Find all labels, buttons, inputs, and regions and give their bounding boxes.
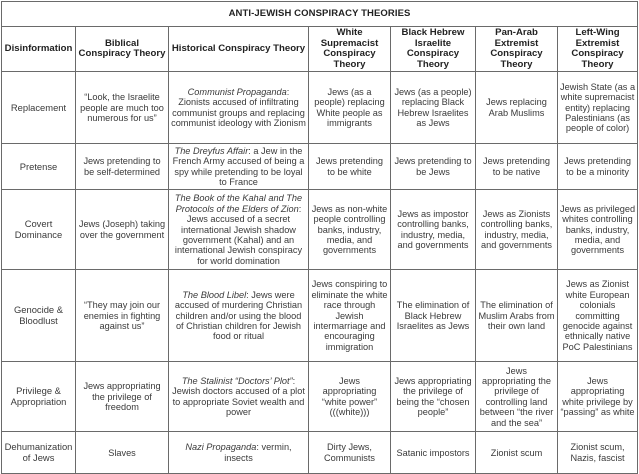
cell-biblical: “They may join our enemies in fighting against us” — [76, 270, 169, 362]
historical-text: : Jewish doctors accused of a plot to appropriate Soviet wealth and power — [172, 376, 305, 418]
row-label: Privilege & Appropriation — [2, 362, 76, 432]
header-row — [2, 27, 638, 72]
column-header-biblical: Biblical Conspiracy Theory — [76, 27, 169, 72]
column-header-historical: Historical Conspiracy Theory — [169, 27, 309, 72]
table-row — [2, 270, 638, 362]
cell-left-wing: Jews as Zionist white European colonials committing genocide against ethnically native PoC Palestinians — [558, 270, 638, 362]
cell-historical — [169, 362, 309, 432]
cell-black-hebrew-israelite: Jews as impostor controlling banks, industry, media, and governments — [391, 190, 476, 270]
historical-text: : Jews accused of a secret international Jewish shadow government (Kahal) and an international Jewish conspiracy for world domination — [174, 203, 303, 266]
historical-text: : a Jew in the French Army accused of being a spy while pretending to be loyal to France — [172, 146, 305, 188]
column-header-pan-arab: Pan-Arab Extremist Conspiracy Theory — [476, 27, 558, 72]
cell-white-supremacist: Dirty Jews, Communists — [309, 432, 391, 474]
cell-pan-arab: Zionist scum — [476, 432, 558, 474]
conspiracy-table — [1, 1, 638, 474]
table-row — [2, 190, 638, 270]
cell-black-hebrew-israelite: Jews appropriating the privilege of being the “chosen people” — [391, 362, 476, 432]
historical-term: The Dreyfus Affair — [174, 146, 249, 157]
column-header-left-wing: Left-Wing Extremist Conspiracy Theory — [558, 27, 638, 72]
conspiracy-table-container — [1, 1, 637, 469]
cell-left-wing: Jewish State (as a white supremacist entity) replacing Palestinians (as people of color) — [558, 72, 638, 144]
cell-historical — [169, 190, 309, 270]
historical-term: The Book of the Kahal and The Protocols of the Elders of Zion — [174, 193, 303, 214]
cell-historical — [169, 270, 309, 362]
historical-term: The Blood Libel — [182, 289, 247, 300]
table-row — [2, 72, 638, 144]
row-label: Replacement — [2, 72, 76, 144]
cell-black-hebrew-israelite: The elimination of Black Hebrew Israelites as Jews — [391, 270, 476, 362]
row-label: Pretense — [2, 144, 76, 190]
table-row — [2, 144, 638, 190]
cell-biblical: Slaves — [76, 432, 169, 474]
cell-black-hebrew-israelite: Satanic impostors — [391, 432, 476, 474]
cell-white-supremacist: Jews appropriating “white power” (((white))) — [309, 362, 391, 432]
table-row — [2, 432, 638, 474]
historical-term: Communist Propaganda — [187, 87, 287, 98]
row-label: Covert Dominance — [2, 190, 76, 270]
cell-biblical: Jews appropriating the privilege of freedom — [76, 362, 169, 432]
cell-historical — [169, 432, 309, 474]
column-header-black-hebrew-israelite: Black Hebrew Israelite Conspiracy Theory — [391, 27, 476, 72]
column-header-disinformation: Disinformation — [2, 27, 76, 72]
cell-pan-arab: Jews appropriating the privilege of controlling land between “the river and the sea” — [476, 362, 558, 432]
historical-text: : Zionists accused of infiltrating communist groups and replacing communist ideology with Zionism — [171, 87, 306, 129]
cell-biblical: “Look, the Israelite people are much too numerous for us” — [76, 72, 169, 144]
historical-text: : vermin, insects — [224, 442, 292, 463]
cell-left-wing: Zionist scum, Nazis, fascist — [558, 432, 638, 474]
historical-text: : Jews were accused of murdering Christian children and/or using the blood of Christian children for Jewish food or ritual — [174, 289, 303, 342]
cell-black-hebrew-israelite: Jews pretending to be Jews — [391, 144, 476, 190]
cell-pan-arab: The elimination of Muslim Arabs from their own land — [476, 270, 558, 362]
cell-biblical: Jews pretending to be self-determined — [76, 144, 169, 190]
historical-term: Nazi Propaganda — [185, 442, 257, 453]
row-label: Genocide & Bloodlust — [2, 270, 76, 362]
cell-pan-arab: Jews replacing Arab Muslims — [476, 72, 558, 144]
cell-left-wing: Jews pretending to be a minority — [558, 144, 638, 190]
row-label: Dehumanization of Jews — [2, 432, 76, 474]
cell-left-wing: Jews as privileged whites controlling banks, industry, media, and governments — [558, 190, 638, 270]
cell-historical — [169, 144, 309, 190]
table-title: ANTI-JEWISH CONSPIRACY THEORIES — [2, 2, 638, 27]
cell-white-supremacist: Jews conspiring to eliminate the white race through Jewish intermarriage and encouraging immigration — [309, 270, 391, 362]
cell-white-supremacist: Jews as non-white people controlling banks, industry, media, and governments — [309, 190, 391, 270]
column-header-white-supremacist: White Supremacist Conspiracy Theory — [309, 27, 391, 72]
cell-white-supremacist: Jews pretending to be white — [309, 144, 391, 190]
cell-white-supremacist: Jews (as a people) replacing White people as immigrants — [309, 72, 391, 144]
table-row — [2, 362, 638, 432]
cell-biblical: Jews (Joseph) taking over the government — [76, 190, 169, 270]
cell-historical — [169, 72, 309, 144]
historical-term: The Stalinist “Doctors’ Plot” — [181, 376, 293, 387]
cell-pan-arab: Jews pretending to be native — [476, 144, 558, 190]
cell-pan-arab: Jews as Zionists controlling banks, industry, media, and governments — [476, 190, 558, 270]
cell-black-hebrew-israelite: Jews (as a people) replacing Black Hebrew Israelites as Jews — [391, 72, 476, 144]
cell-left-wing: Jews appropriating white privilege by “passing” as white — [558, 362, 638, 432]
